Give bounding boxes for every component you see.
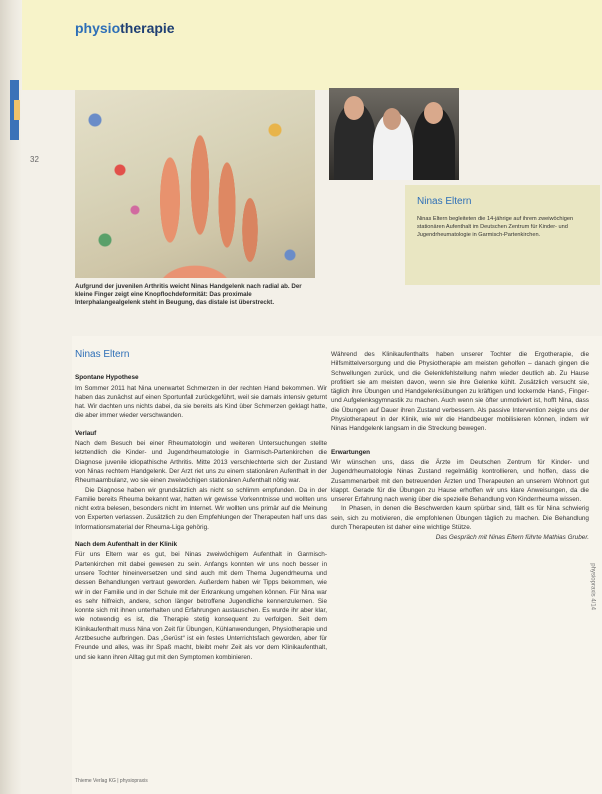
side-issue-note: physiopraxis 4/14 [590, 563, 596, 610]
paragraph: Die Diagnose haben wir grundsätzlich als nicht so schlimm empfunden. Da in der Familie bereits Rheuma bekannt war, hatten wir gewisse Vorkenntnisse und wollten uns nicht extra belesen, besonders nicht im Internet. Wir wollten uns primär auf die Meinung von Experten verlassen. Zusätzlich zu den Empfehlungen der Therapeuten half uns das Informationsmaterial der Rheuma-Liga gehörig. [75, 486, 327, 531]
magazine-section-title [75, 20, 175, 36]
hand-photo [75, 90, 315, 278]
section-heading-verlauf: Verlauf [75, 429, 97, 437]
brand-part-2: therapie [120, 20, 175, 36]
paragraph: Nach dem Besuch bei einer Rheumatologin und weiteren Untersuchungen stellte letztendlich die Kinder- und Jugendrheumatologie in Garmisch-Partenkirchen die Diagnose juvenile idiopathische Arthritis. Mitte 2013 verschlechterte sich der Zustand von Ninas rechtem Handgelenk. Der Arzt riet uns zu einem stationären Aufenthalt in der Rheumaambulanz, wo sie einen zweiwöchigen stationären Aufenthalt nötig war. [75, 440, 327, 485]
photo-caption: Aufgrund der juvenilen Arthritis weicht Ninas Handgelenk nach radial ab. Der kleine Finger zeigt eine Knopflochdeformität: Das proximale Interphalangealgelenk steht in Beugung, das distale ist überstreckt. [75, 283, 302, 306]
fabric-pattern [75, 90, 315, 278]
paragraph: In Phasen, in denen die Beschwerden kaum spürbar sind, fällt es für Nina schwierig sein, sich zu motivieren, die empfohlenen Übungen täglich zu machen. Die Behandlung durch Therapeuten ist daher eine wichtige Stütze. [331, 505, 589, 532]
paragraph: Während des Klinikaufenthalts haben unserer Tochter die Ergotherapie, die Hilfsmittelversorgung und die Physiotherapie am meisten geholfen – danach gingen die Schwellungen zurück, und die Gelenkfehlstellung nahm wieder deutlich ab. Zu Hause profitiert sie am meisten davon, wenn sie ihre Gelenke kühlt. Zusätzlich versucht sie, täglich ihre Übungen und Handgelenksübungen zu kräftigen und lockernde Hand-, Finger- und Aufgelenksgymnastik zu machen. Auch wenn sie öfter unmotiviert ist, hofft Nina, dass die Übungen auf Dauer ihren Zustand verbessern. Als passive Intervention zeigte uns der Physiotherapeut in der Klinik, wie wir die Handbeuger mobilisieren können, indem wir Ninas Handgelenk langsam in die Streckung bewegen. [331, 351, 589, 433]
header-band [22, 0, 602, 90]
paragraph: Für uns Eltern war es gut, bei Ninas zweiwöchigem Aufenthalt in Garmisch-Partenkirchen mit dabei gewesen zu sein. Anfangs konnten wir uns noch besser in unsere Tochter hineinversetzen und sind auch mit dem Thema Jugendrheuma und dessen Behandlungen vertraut geworden. Außerdem haben wir Tipps bekommen, wie wir in der Familie und in der Schule mit der Erkrankung umgehen können. Für Nina war es sehr hilfreich, andere, schon länger betroffene Jugendliche kennenzulernen. Sie konnte sich mit ihnen unterhalten und Erfahrungen austauschen. Es wurde ihr aber klar, wie notwendig es ist, die Therapie stetig konsequent zu verfolgen. Seit dem Klinikaufenthalt muss Nina von Zeit für Übungen, Kühlanwendungen, Physiotherapie und Arztbesuche aufbringen. Das „Gerüst“ ist ein festes Unterrichtsfach geworden, aber für Freunde und alles, was ihr Spaß macht, bleibt mehr Zeit als vor dem Klinikaufenthalt, und sie kann ihren Alltag gut mit den Symptomen kombinieren. [75, 551, 327, 661]
head-daughter [383, 108, 401, 130]
section-tab-accent [14, 100, 20, 120]
parents-photo [329, 88, 459, 180]
head-father [344, 96, 364, 120]
interview-signature: Das Gespräch mit Ninas Eltern führte Mathias Gruber. [435, 534, 589, 542]
page-number: 32 [30, 155, 39, 164]
article-title: Ninas Eltern [75, 349, 130, 360]
info-box-title: Ninas Eltern [417, 196, 472, 207]
footer-credit: Thieme Verlag KG | physiopraxis [75, 778, 148, 784]
section-heading-hypothese: Spontane Hypothese [75, 374, 139, 382]
paragraph: Im Sommer 2011 hat Nina unerwartet Schmerzen in der rechten Hand bekommen. Wir haben das zunächst auf einen Sportunfall zurückgeführt, weil sie damals intensiv geturnt hat. Wir dachten uns nichts dabei, da sie bereits als Kind über Schmerzen geklagt hatte, die aber immer wieder verschwanden. [75, 384, 327, 420]
head-mother [424, 102, 443, 124]
brand-part-1: physio [75, 20, 121, 36]
section-heading-erwartungen: Erwartungen [331, 448, 371, 456]
info-box-text: Ninas Eltern begleiteten die 14-jährige auf ihrem zweiwöchigen stationären Aufenthalt im Deutschen Zentrum für Kinder- und Jugendrheumatologie in Garmisch-Partenkirchen. [417, 216, 574, 239]
article-column-left [75, 349, 327, 661]
section-heading-nach-klinik: Nach dem Aufenthalt in der Klinik [75, 541, 178, 549]
article-column-right [331, 350, 589, 543]
paragraph: Wir wünschen uns, dass die Ärzte im Deutschen Zentrum für Kinder- und Jugendrheumatologie Ninas Zustand regelmäßig kontrollieren, und hoffen, dass die Zusammenarbeit mit den betreuenden Ärzten und Therapeuten an unserem Wohnort gut klappt. Gerade für die Übungen zu Hause erhoffen wir uns klare Anweisungen, da die unserer Erfahrung nach wenig über die spezielle Behandlung von Kinderrheuma wissen. [331, 458, 589, 504]
